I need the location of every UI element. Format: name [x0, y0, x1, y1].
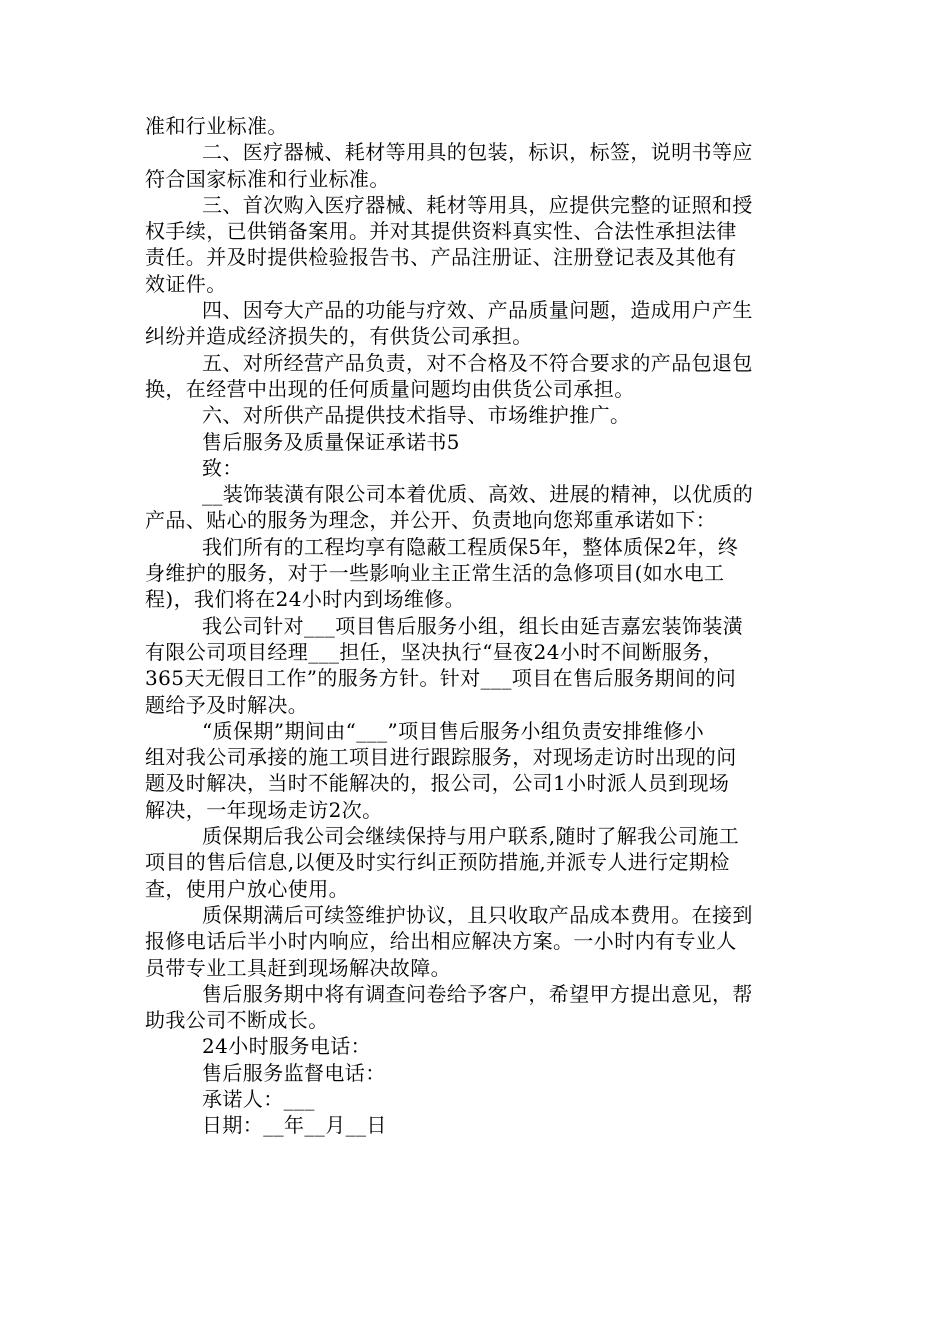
text-line: 助我公司不断成长。: [145, 1008, 329, 1033]
salutation: 致：: [202, 455, 243, 480]
text-line: 产品、贴心的服务为理念，并公开、负责地向您郑重承诺如下：: [145, 508, 717, 533]
date-label: 日期：__年__月__日: [202, 1113, 387, 1138]
text-line: 效证件。: [145, 271, 227, 296]
text-line: “质保期”期间由“___”项目售后服务小组负责安排维修小: [202, 718, 705, 743]
text-line: 纠纷并造成经济损失的，有供货公司承担。: [145, 324, 533, 349]
section-title: 售后服务及质量保证承诺书5: [202, 429, 460, 454]
text-line: 准和行业标准。: [145, 114, 288, 138]
text-line: 责任。并及时提供检验报告书、产品注册证、注册登记表及其他有: [145, 245, 737, 270]
text-line: 组对我公司承接的施工项目进行跟踪服务，对现场走访时出现的问: [145, 745, 737, 770]
text-line: 六、对所供产品提供技术指导、市场维护推广。: [202, 403, 631, 428]
text-line: 程)，我们将在24小时内到场维修。: [145, 587, 466, 612]
text-line: 四、因夸大产品的功能与疗效、产品质量问题，造成用户产生: [202, 298, 753, 323]
supervision-phone-label: 售后服务监督电话：: [202, 1060, 386, 1085]
text-line: 质保期后我公司会继续保持与用户联系,随时了解我公司施工: [202, 824, 740, 849]
text-line: 质保期满后可续签维护协议，且只收取产品成本费用。在接到: [202, 902, 753, 927]
text-line: 权手续，已供销备案用。并对其提供资料真实性、合法性承担法律: [145, 219, 737, 244]
text-line: 解决，一年现场走访2次。: [145, 797, 383, 822]
service-phone-label: 24小时服务电话：: [202, 1034, 372, 1059]
text-line: 我公司针对___项目售后服务小组，组长由延吉嘉宏装饰装潢: [202, 613, 744, 638]
text-line: 报修电话后半小时内响应，给出相应解决方案。一小时内有专业人: [145, 929, 737, 954]
text-line: __装饰装潢有限公司本着优质、高效、进展的精神，以优质的: [202, 482, 754, 507]
text-line: 二、医疗器械、耗材等用具的包装，标识，标签，说明书等应: [202, 140, 753, 165]
text-line: 题给予及时解决。: [145, 692, 309, 717]
text-line: 身维护的服务，对于一些影响业主正常生活的急修项目(如水电工: [145, 561, 725, 586]
text-line: 有限公司项目经理___担任，坚决执行“昼夜24小时不间断服务，: [145, 639, 724, 664]
text-line: 售后服务期中将有调查问卷给予客户，希望甲方提出意见，帮: [202, 981, 753, 1006]
promiser-label: 承诺人：___: [202, 1086, 315, 1111]
text-line: 员带专业工具赶到现场解决故障。: [145, 955, 451, 980]
text-line: 换，在经营中出现的任何质量问题均由供货公司承担。: [145, 376, 635, 401]
text-line: 三、首次购入医疗器械、耗材等用具，应提供完整的证照和授: [202, 192, 753, 217]
text-line: 题及时解决，当时不能解决的，报公司，公司1小时派人员到现场: [145, 771, 730, 796]
text-line: 符合国家标准和行业标准。: [145, 166, 390, 191]
text-line: 我们所有的工程均享有隐蔽工程质保5年，整体质保2年，终: [202, 534, 739, 559]
text-line: 查，使用户放心使用。: [145, 876, 349, 901]
text-line: 365天无假日工作”的服务方针。针对___项目在售后服务期间的问: [145, 666, 737, 691]
document-body: [145, 113, 810, 1139]
text-line: 五、对所经营产品负责，对不合格及不符合要求的产品包退包: [202, 350, 753, 375]
text-line: 项目的售后信息,以便及时实行纠正预防措施,并派专人进行定期检: [145, 850, 730, 875]
